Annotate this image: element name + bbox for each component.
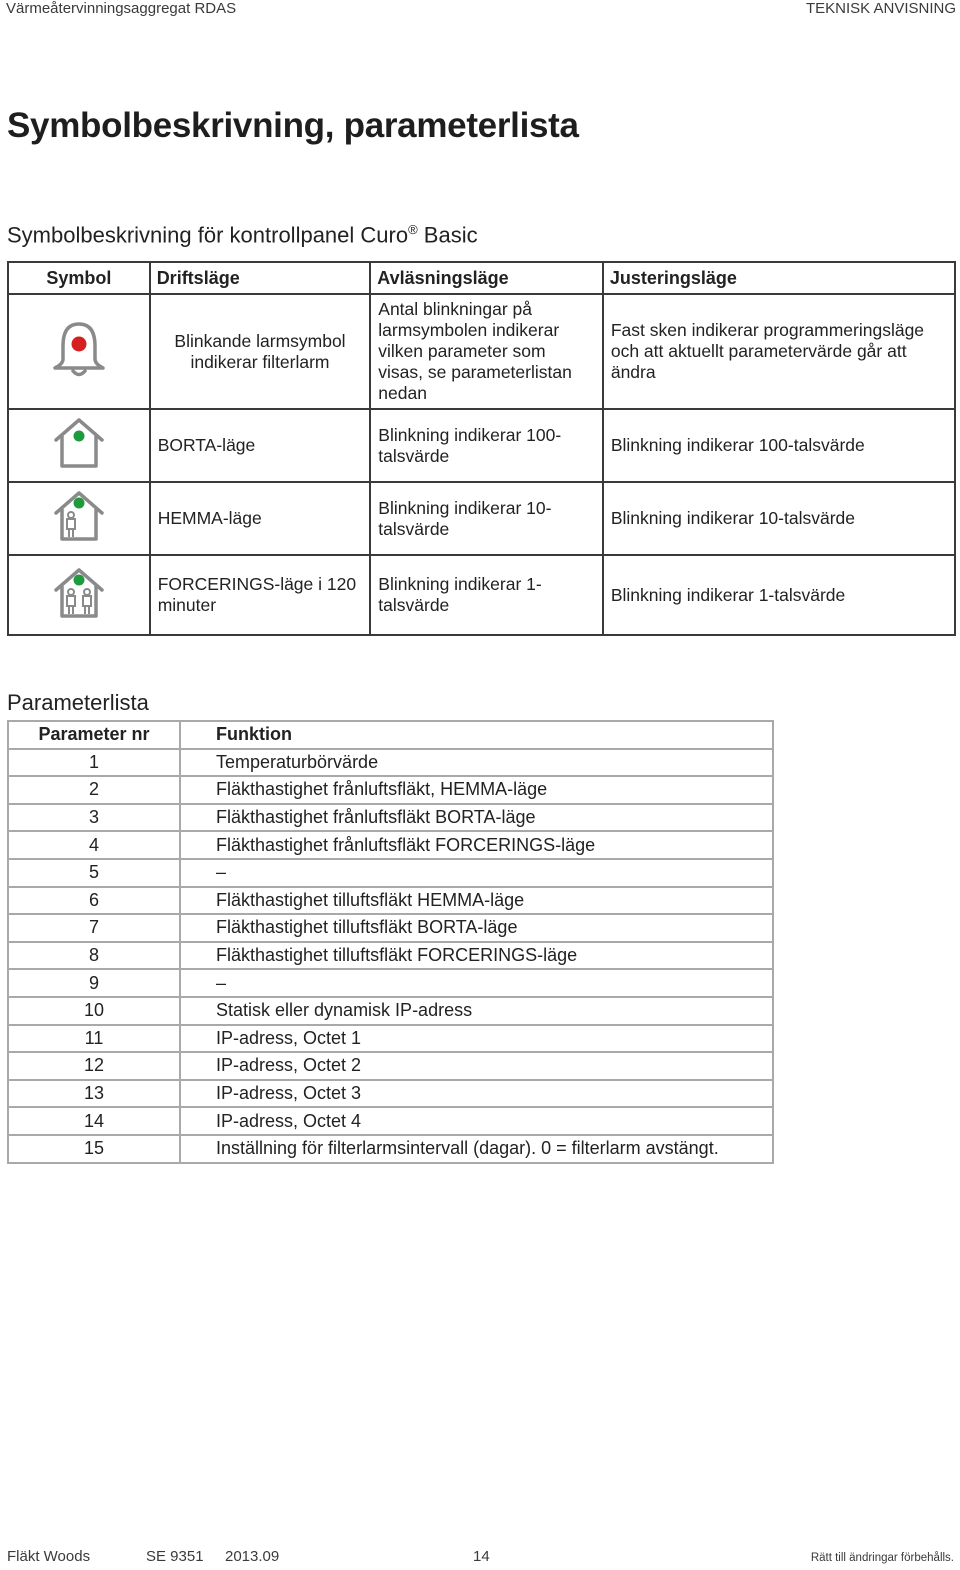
parameter-function: Fläkthastighet frånluftsfläkt FORCERINGS-läge [180,831,773,859]
parameter-nr: 15 [8,1135,180,1163]
table-row [8,831,773,859]
just-cell: Blinkning indikerar 10-talsvärde [603,482,955,555]
parameter-nr: 13 [8,1080,180,1108]
parameter-table [7,720,774,1164]
parameter-nr: 9 [8,969,180,997]
parameter-nr: 10 [8,997,180,1025]
symbol-table [7,261,956,636]
parameter-nr: 5 [8,859,180,887]
table-row [8,914,773,942]
parameter-function: Fläkthastighet tilluftsfläkt FORCERINGS-läge [180,942,773,970]
parameter-nr: 4 [8,831,180,859]
footer-brand: Fläkt Woods [7,1548,91,1565]
parameter-function: Inställning för filterlarmsintervall (dagar). 0 = filterlarm avstängt. [180,1135,773,1163]
parameter-function: Fläkthastighet frånluftsfläkt BORTA-läge [180,804,773,832]
header-product: Värmeåtervinningsaggregat RDAS [6,0,237,17]
table-row [8,1052,773,1080]
table-row [8,749,773,777]
table-row [8,1025,773,1053]
footer-date: 2013.09 [225,1548,280,1565]
drift-cell: Blinkande larmsymbol indikerar filterlarm [150,294,371,409]
avlas-cell: Antal blinkningar på larmsymbolen indikerar vilken parameter som visas, se parameterlistan nedan [370,294,603,409]
just-cell: Blinkning indikerar 1-talsvärde [603,555,955,635]
parameter-nr: 1 [8,749,180,777]
table-row [8,1080,773,1108]
just-cell: Fast sken indikerar programmeringsläge och att aktuellt parametervärde går att ändra [603,294,955,409]
symbol-cell [8,294,150,409]
parameter-nr: 12 [8,1052,180,1080]
drift-cell: BORTA-läge [150,409,371,482]
table-row [8,1135,773,1163]
parameter-nr: 11 [8,1025,180,1053]
parameter-function: IP-adress, Octet 4 [180,1107,773,1135]
table-row [8,804,773,832]
drift-cell: HEMMA-läge [150,482,371,555]
drift-cell: FORCERINGS-läge i 120 minuter [150,555,371,635]
parameter-nr: 6 [8,887,180,915]
house-away-icon [51,416,107,470]
house-home-icon [51,489,107,543]
col-function-header: Funktion [180,721,773,749]
parameter-nr: 2 [8,776,180,804]
col-symbol-header: Symbol [8,262,150,294]
parameter-nr: 7 [8,914,180,942]
parameter-nr: 3 [8,804,180,832]
parameter-function: Statisk eller dynamisk IP-adress [180,997,773,1025]
table-row [8,482,955,555]
just-cell: Blinkning indikerar 100-talsvärde [603,409,955,482]
parameter-function: – [180,969,773,997]
parameter-nr: 14 [8,1107,180,1135]
section-subtitle [7,222,478,248]
parameter-table-header [8,721,773,749]
parameter-function: Temperaturbörvärde [180,749,773,777]
footer-rights: Rätt till ändringar förbehålls. [810,1552,954,1564]
house-boost-icon [51,566,107,620]
table-row [8,409,955,482]
table-row [8,997,773,1025]
avlas-cell: Blinkning indikerar 1-talsvärde [370,555,603,635]
page-title: Symbolbeskrivning, parameterlista [7,106,579,145]
subtitle-suffix: Basic [417,222,478,248]
table-row [8,555,955,635]
col-just-header: Justeringsläge [603,262,955,294]
table-row [8,1107,773,1135]
parameter-function: IP-adress, Octet 2 [180,1052,773,1080]
table-row [8,969,773,997]
col-parameter-nr-header: Parameter nr [8,721,180,749]
subtitle-text: Symbolbeskrivning för kontrollpanel Curo [7,222,409,248]
col-drift-header: Driftsläge [150,262,371,294]
avlas-cell: Blinkning indikerar 100-talsvärde [370,409,603,482]
symbol-table-header [8,262,955,294]
alarm-bell-icon [49,318,109,380]
symbol-cell [8,482,150,555]
parameter-nr: 8 [8,942,180,970]
table-row [8,294,955,409]
parameter-list-title: Parameterlista [7,690,149,715]
parameter-function: IP-adress, Octet 1 [180,1025,773,1053]
parameter-function: Fläkthastighet frånluftsfläkt, HEMMA-läge [180,776,773,804]
table-row [8,776,773,804]
table-row [8,942,773,970]
table-row [8,887,773,915]
page-number: 14 [473,1548,490,1565]
symbol-cell [8,409,150,482]
parameter-function: – [180,859,773,887]
col-avlas-header: Avläsningsläge [370,262,603,294]
parameter-function: Fläkthastighet tilluftsfläkt HEMMA-läge [180,887,773,915]
avlas-cell: Blinkning indikerar 10-talsvärde [370,482,603,555]
header-doc-type: TEKNISK ANVISNING [805,0,956,17]
symbol-cell [8,555,150,635]
table-row [8,859,773,887]
parameter-function: IP-adress, Octet 3 [180,1080,773,1108]
footer-doc-code: SE 9351 [146,1548,204,1565]
parameter-function: Fläkthastighet tilluftsfläkt BORTA-läge [180,914,773,942]
registered-mark: ® [408,222,418,237]
